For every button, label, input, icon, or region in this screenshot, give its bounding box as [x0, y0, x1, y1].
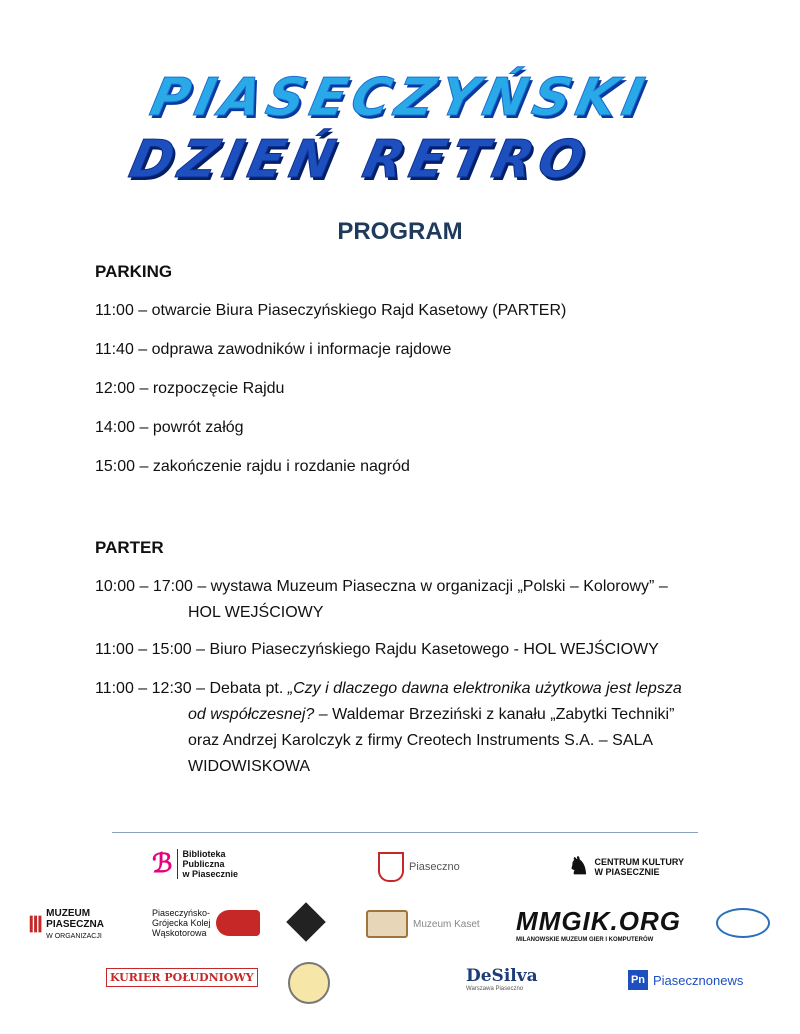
wings-icon	[716, 908, 770, 938]
parter-item-debate	[95, 676, 682, 780]
logo-muzeum-piaseczna	[28, 908, 104, 942]
centrum-line: W PIASECZNIE	[594, 866, 660, 877]
logo-mmgik	[516, 906, 681, 943]
muzeum-line: W ORGANIZACJI	[46, 933, 102, 940]
parking-heading: PARKING	[95, 262, 173, 281]
kolej-line: Grójecka Kolej	[152, 918, 211, 928]
kolej-line: Piaseczyńsko-	[152, 908, 211, 918]
figure-icon: ♞	[568, 853, 590, 880]
debate-line-4: WIDOWISKOWA	[188, 758, 311, 775]
parking-item: 15:00 – zakończenie rajdu i rozdanie nagród	[95, 458, 410, 475]
logo-round	[288, 962, 330, 1004]
mmgik-label: MMGIK.ORG	[516, 906, 681, 936]
logo-piasecznonews	[628, 970, 743, 990]
debate-line-3: oraz Andrzej Karolczyk z firmy Creotech Instruments S.A. – SALA	[188, 732, 654, 749]
title-line-1: PIASECZYŃSKI	[145, 68, 655, 128]
round-badge-icon	[288, 962, 330, 1004]
logo-kurier	[106, 968, 258, 987]
train-icon	[216, 910, 260, 936]
desilva-label: DeSilva	[466, 966, 538, 986]
debate-time: 11:00 – 12:30 – Debata pt.	[95, 680, 288, 697]
mmgik-sub: MILANOWSKIE MUZEUM GIER I KOMPUTERÓW	[516, 937, 654, 943]
logo-muzeum-techniki	[716, 908, 770, 938]
hex-badge-icon	[286, 902, 326, 942]
kurier-label: KURIER POŁUDNIOWY	[106, 968, 258, 987]
logo-centrum-kultury	[568, 852, 684, 881]
logo-desilva	[466, 966, 538, 992]
logo-biblioteka	[152, 848, 238, 879]
debate-title-1: „Czy i dlaczego dawna elektronika użytkowa jest lepsza	[287, 680, 682, 697]
pn-icon: Pn	[628, 970, 648, 990]
parter-heading: PARTER	[95, 538, 164, 557]
footer-divider	[112, 832, 698, 833]
biblioteka-line: Biblioteka	[182, 848, 226, 859]
parter-item	[95, 574, 668, 626]
muzeum-line: PIASECZNA	[46, 919, 104, 930]
desilva-sub: Warszawa Piaseczno	[466, 986, 524, 992]
program-heading: PROGRAM	[337, 218, 463, 245]
biblioteka-line: Publiczna	[182, 858, 225, 869]
parter-item: 11:00 – 15:00 – Biuro Piaseczyńskiego Rajdu Kasetowego - HOL WEJŚCIOWY	[95, 641, 659, 658]
biblioteka-line: w Piasecznie	[182, 868, 238, 879]
kaset-label: Muzeum Kaset	[413, 918, 480, 930]
logo-badge	[292, 908, 320, 936]
logo-muzeum-kaset	[366, 910, 480, 938]
shield-icon	[378, 852, 404, 882]
debate-line-2	[95, 702, 682, 728]
parter-item-text: 10:00 – 17:00 – wystawa Muzeum Piaseczna w organizacji „Polski – Kolorowy” –	[95, 578, 668, 595]
title-line-2: DZIEŃ RETRO	[124, 130, 596, 190]
logo-piaseczno	[378, 852, 460, 882]
parking-item: 11:00 – otwarcie Biura Piaseczyńskiego Rajd Kasetowy (PARTER)	[95, 302, 567, 319]
biblioteka-icon: ℬ	[152, 848, 173, 878]
bars-icon: Ⅲ	[28, 912, 42, 937]
logo-kolej	[152, 908, 260, 938]
muzeum-line: MUZEUM	[46, 908, 91, 919]
parter-item-location: HOL WEJŚCIOWY	[188, 604, 324, 621]
parking-item: 12:00 – rozpoczęcie Rajdu	[95, 380, 285, 397]
parking-item: 14:00 – powrót załóg	[95, 419, 244, 436]
kolej-line: Wąskotorowa	[152, 928, 207, 938]
debate-title-2: od współczesnej?	[188, 706, 315, 723]
parking-item: 11:40 – odprawa zawodników i informacje rajdowe	[95, 341, 452, 358]
debate-speaker: – Waldemar Brzeziński z kanału „Zabytki Techniki”	[314, 706, 675, 723]
piaseczno-label: Piaseczno	[409, 861, 460, 873]
cassette-icon	[366, 910, 408, 938]
piasecznonews-label: Piasecznonews	[653, 972, 744, 988]
centrum-line: CENTRUM KULTURY	[594, 856, 685, 867]
